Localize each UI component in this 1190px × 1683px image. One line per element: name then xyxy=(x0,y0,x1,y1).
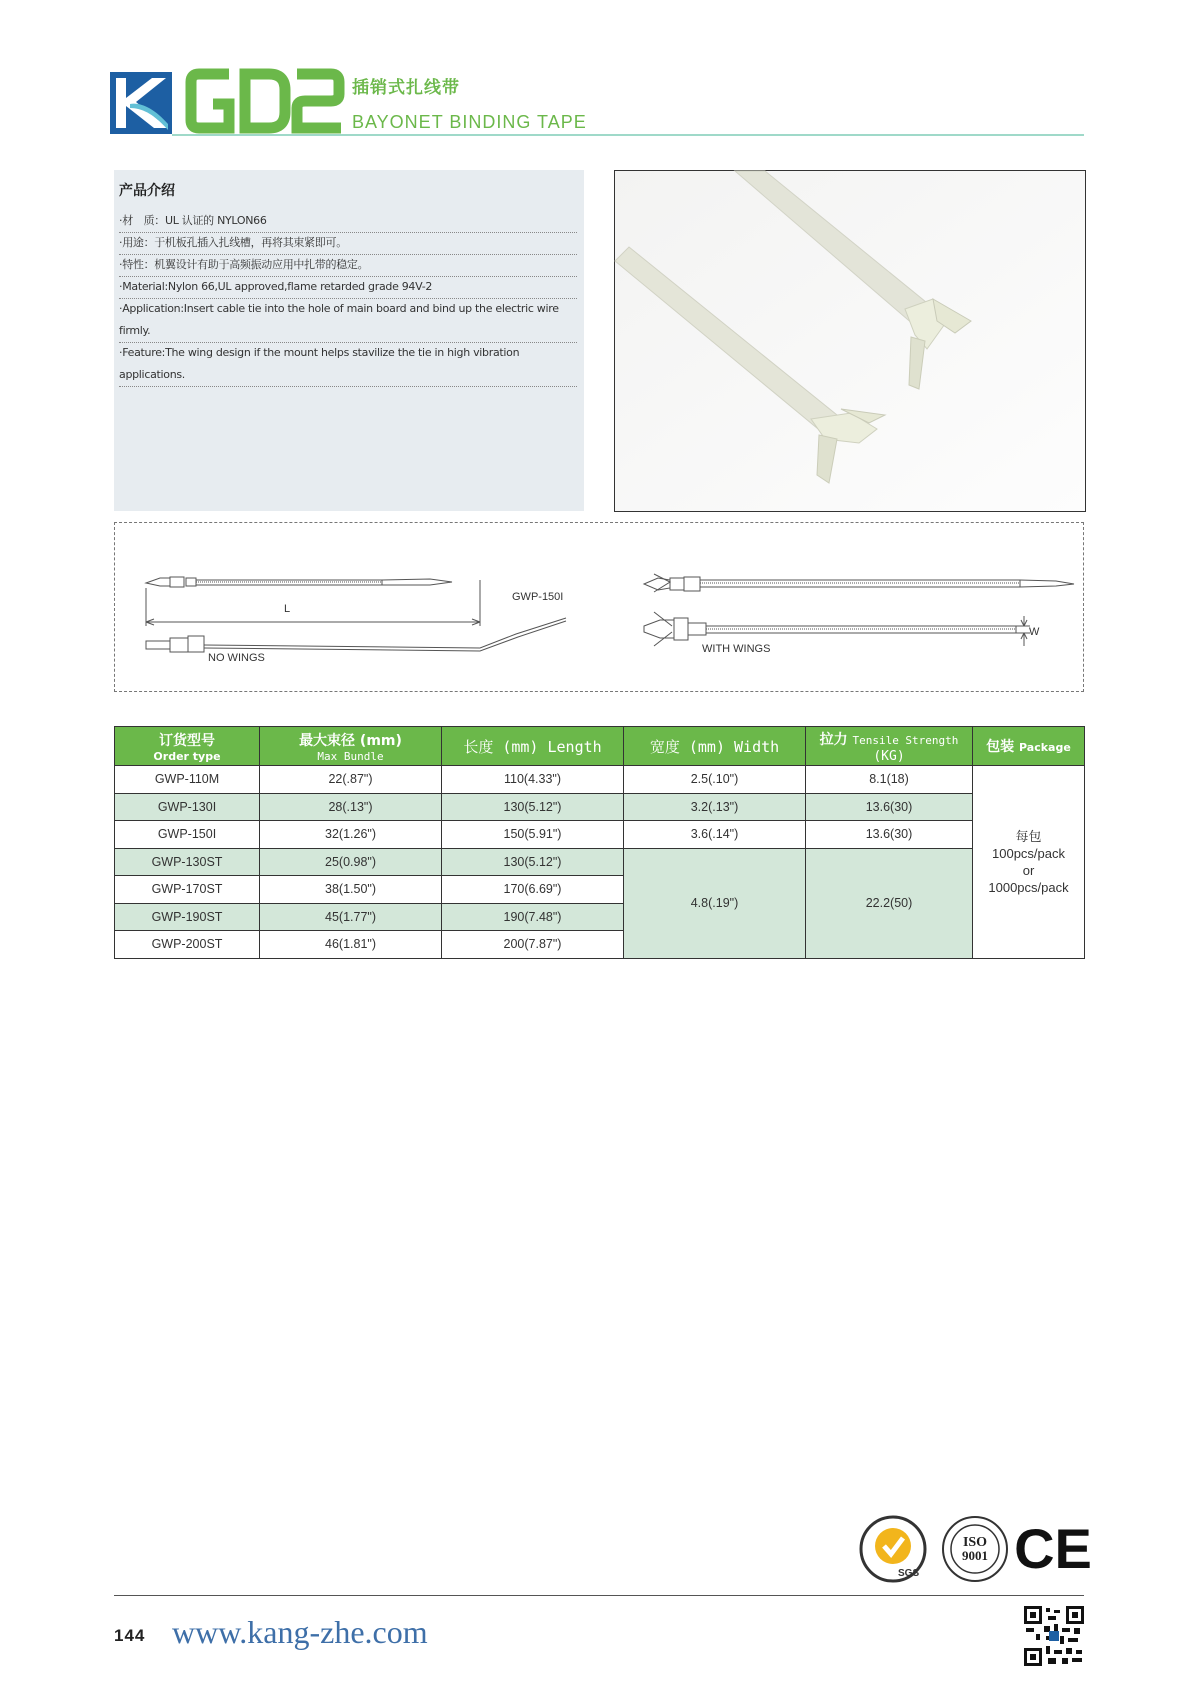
width-label: W xyxy=(1029,626,1040,638)
cell-width: 3.2(.13") xyxy=(624,793,806,821)
cell-length: 170(6.69") xyxy=(442,876,624,904)
length-label: L xyxy=(284,603,291,615)
cell-length: 130(5.12") xyxy=(442,793,624,821)
intro-usage-cn: ·用途：于机板孔插入扎线槽，再将其束紧即可。 xyxy=(119,232,577,255)
intro-application-en: ·Application:Insert cable tie into the hole of main board and bind up the electric wire xyxy=(119,302,559,315)
qr-code-icon xyxy=(1024,1606,1084,1666)
table-header-row xyxy=(115,727,1085,766)
iso-9001-certification-icon xyxy=(940,1514,1010,1584)
cell-bundle: 22(.87") xyxy=(260,766,442,794)
cell-length: 110(4.33") xyxy=(442,766,624,794)
sgs-certification-icon xyxy=(858,1514,928,1584)
cell-tensile: 13.6(30) xyxy=(806,793,973,821)
series-code xyxy=(185,68,345,134)
table-row xyxy=(115,848,1085,876)
cell-tensile: 8.1(18) xyxy=(806,766,973,794)
spec-table xyxy=(114,726,1085,959)
website-link[interactable]: www.kang-zhe.com xyxy=(172,1614,428,1650)
header-package: 包装 Package xyxy=(973,727,1085,766)
with-wings-label: WITH WINGS xyxy=(702,643,771,655)
cell-model: GWP-130ST xyxy=(115,848,260,876)
intro-material-cn: ·材 质：UL 认证的 NYLON66 xyxy=(119,210,577,233)
cell-model: GWP-170ST xyxy=(115,876,260,904)
cell-model: GWP-150I xyxy=(115,821,260,849)
cell-width: 2.5(.10") xyxy=(624,766,806,794)
cell-length: 150(5.91") xyxy=(442,821,624,849)
intro-heading: 产品介绍 xyxy=(119,183,175,199)
cell-model: GWP-190ST xyxy=(115,903,260,931)
table-row xyxy=(115,766,1085,794)
cell-model: GWP-130I xyxy=(115,793,260,821)
company-logo-icon xyxy=(110,72,172,134)
header-length: 长度 (mm) Length xyxy=(442,727,624,766)
ce-text: CE xyxy=(1014,1517,1092,1580)
model-label: GWP-150I xyxy=(512,591,564,603)
iso-text: ISO xyxy=(962,1535,988,1550)
cell-tensile-merged: 22.2(50) xyxy=(806,848,973,958)
cell-length: 190(7.48") xyxy=(442,903,624,931)
header-divider xyxy=(172,134,1084,136)
header-order-type: 订货型号 Order type xyxy=(115,727,260,766)
cell-bundle: 46(1.81") xyxy=(260,931,442,959)
cell-package: 每包 100pcs/pack or 1000pcs/pack xyxy=(973,766,1085,959)
header-max-bundle: 最大束径 (mm) Max Bundle xyxy=(260,727,442,766)
header-tensile-strength: 拉力 Tensile Strength (KG) xyxy=(806,727,973,766)
dimension-diagram xyxy=(114,522,1084,692)
iso-number: 9001 xyxy=(962,1548,988,1563)
title-chinese: 插销式扎线带 xyxy=(352,78,460,98)
cell-bundle: 45(1.77") xyxy=(260,903,442,931)
header-width: 宽度 (mm) Width xyxy=(624,727,806,766)
title-english: BAYONET BINDING TAPE xyxy=(352,112,587,132)
table-row xyxy=(115,793,1085,821)
intro-feature-en-cont: applications. xyxy=(119,364,577,387)
cell-bundle: 28(.13") xyxy=(260,793,442,821)
sgs-text: SGS xyxy=(898,1568,920,1579)
table-row xyxy=(115,821,1085,849)
cell-bundle: 32(1.26") xyxy=(260,821,442,849)
footer-divider xyxy=(114,1595,1084,1596)
intro-material-en: ·Material:Nylon 66,UL approved,flame retarded grade 94V-2 xyxy=(119,276,577,299)
intro-application-en-cont: firmly. xyxy=(119,320,577,343)
cell-bundle: 38(1.50") xyxy=(260,876,442,904)
product-photo xyxy=(614,170,1086,512)
no-wings-label: NO WINGS xyxy=(208,652,265,664)
intro-feature-en: ·Feature:The wing design if the mount helps stavilize the tie in high vibration xyxy=(119,346,520,359)
cell-model: GWP-200ST xyxy=(115,931,260,959)
cell-width: 3.6(.14") xyxy=(624,821,806,849)
cell-tensile: 13.6(30) xyxy=(806,821,973,849)
cell-bundle: 25(0.98") xyxy=(260,848,442,876)
cell-model: GWP-110M xyxy=(115,766,260,794)
cell-width-merged: 4.8(.19") xyxy=(624,848,806,958)
cell-length: 130(5.12") xyxy=(442,848,624,876)
cell-length: 200(7.87") xyxy=(442,931,624,959)
ce-mark-icon xyxy=(1014,1516,1092,1580)
page-number: 144 xyxy=(114,1626,146,1645)
intro-feature-cn: ·特性：机翼设计有助于高频振动应用中扎带的稳定。 xyxy=(119,254,577,277)
